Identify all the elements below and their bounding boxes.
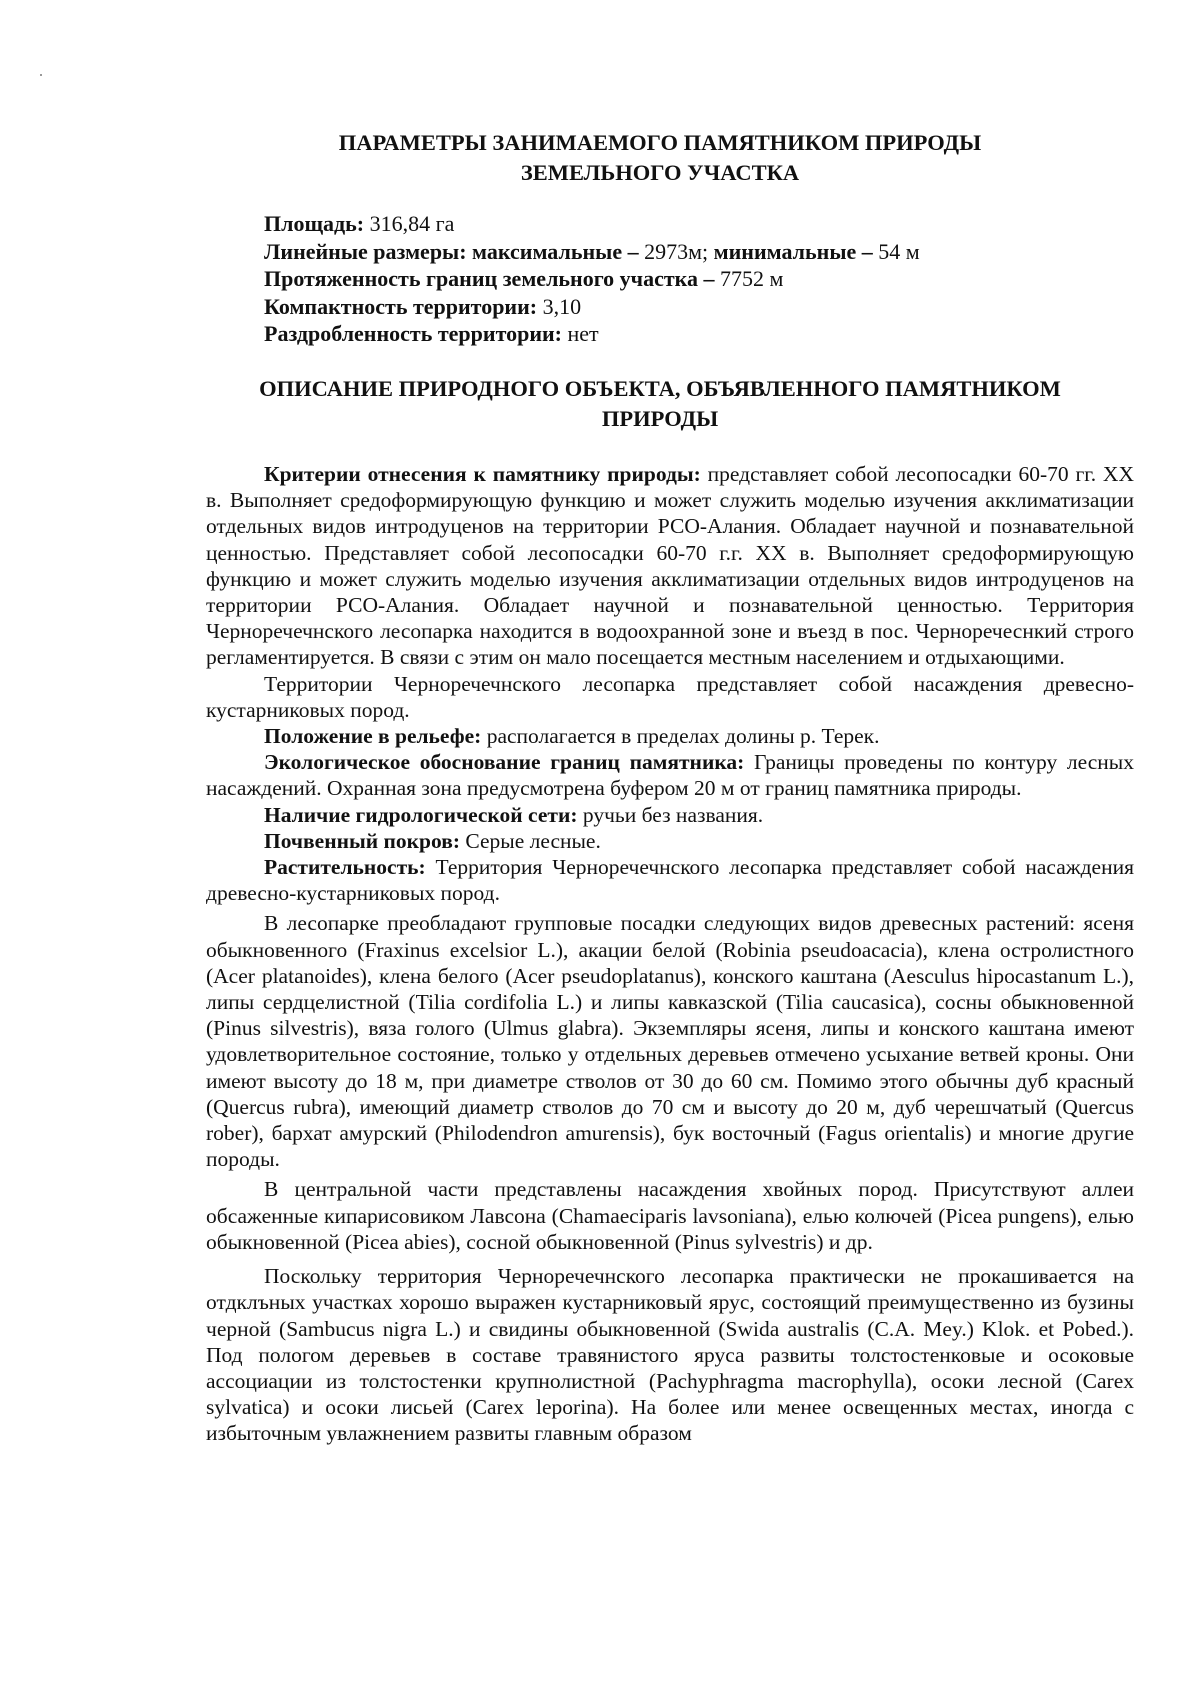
paragraph-label: Критерии отнесения к памятнику природы: (264, 462, 701, 486)
param-label: Компактность территории: (264, 293, 538, 319)
paragraph-label: Экологическое обоснование границ памятника: (264, 750, 745, 775)
paragraph-text: Границы проведены по контуру лесных насаждений. Охранная зона предусмотрена буфером 20 м от границ памятника природы. (206, 750, 1134, 801)
param-boundary (264, 265, 1164, 293)
paragraph-soil (206, 828, 1134, 854)
section-title-line: ПРИРОДЫ (601, 406, 719, 431)
param-fragmentation (264, 320, 1164, 348)
paragraph-label: Наличие гидрологической сети: (264, 802, 578, 827)
param-value: 7752 м (714, 266, 784, 291)
section-title-description (190, 374, 1130, 434)
param-label: Протяженность границ земельного участка – (264, 266, 715, 291)
paragraph-label: Почвенный покров: (264, 828, 460, 853)
param-linear (264, 238, 1164, 266)
paragraph-label: Положение в рельефе: (264, 724, 482, 749)
paragraph-text: представляет собой лесопосадки 60-70 гг. XX в. Выполняет средоформирующую функцию и может служить моделью изучения акклиматизации отдельных видов интродуценов на территории РСО-Алания. Обладает научной и познавательной ценностью. Представляет собой лесопосадки 60-70 г.г. XX в. Выполняет средоформирующую функцию и может служить моделью изучения акклиматизации отдельных видов интродуценов на территории РСО-Алания. Обладает научной и познавательной ценностью. Территория Черноречечнского лесопарка находится в водоохранной зоне и въезд в пос. Черноречеснкий строго регламентируется. В связи с этим он мало посещается местным населением и отдыхающими. (206, 462, 1134, 670)
param-label: Площадь: (264, 211, 365, 236)
paragraph-shrubs: Поскольку территория Черноречечнского лесопарка практически не прокашивается на отдклъных участках хорошо выражен кустарниковый ярус, состоящий преимущественно из бузины черной (Sambucus nigra L.) и свидины обыкновенной (Swida australis (C.A. Mey.) Klok. et Pobed.). Под пологом деревьев в составе травянистого яруса развиты толстостенковые и осоковые ассоциации из толстостенки крупнолистной (Pachyphragma macrophylla), осоки лесной (Carex sylvatica) и осоки лисьей (Carex leporina). На более или менее освещенных местах, иногда с избыточным увлажнением развиты главным образом (206, 1264, 1134, 1446)
paragraph-label: Растительность: (264, 855, 426, 880)
paragraph-relief (206, 723, 1134, 749)
param-value: 316,84 га (364, 211, 455, 236)
paragraph-vegetation (206, 854, 1134, 906)
param-area (264, 210, 1164, 238)
param-value: 2973м; (638, 238, 714, 264)
param-value: 54 м (872, 238, 920, 264)
paragraph-hydrology (206, 802, 1134, 828)
paragraph-text: располагается в пределах долины р. Терек. (481, 724, 880, 749)
paragraph-ecology (206, 749, 1134, 801)
section-title-line: ЗЕМЕЛЬНОГО УЧАСТКА (520, 160, 800, 185)
section-title-line: ОПИСАНИЕ ПРИРОДНОГО ОБЪЕКТА, ОБЪЯВЛЕННОГО ПАМЯТНИКОМ (259, 376, 1061, 401)
paragraph-conifers: В центральной части представлены насаждения хвойных пород. Присутствуют аллеи обсаженные кипарисовиком Лавсона (Chamaeciparis lavsoniana), елью колючей (Picea pungens), елью обыкновенной (Picea abies), сосной обыкновенной (Pinus sylvestris) и др. (206, 1177, 1134, 1254)
param-compactness (264, 293, 1164, 321)
paragraph-forest-species: В лесопарке преобладают групповые посадки следующих видов древесных растений: ясеня обыкновенного (Fraxinus excelsior L.), акации белой (Robinia pseudoacacia), клена остролистного (Acer platanoides), клена белого (Acer pseudoplatanus), конского каштана (Aesculus hipocastanum L.), липы сердцелистной (Tilia cordifolia L.) и липы кавказской (Tilia caucasica), сосны обыкновенной (Pinus silvestris), вяза голого (Ulmus glabra). Экземпляры ясеня, липы и конского каштана имеют удовлетворительное состояние, только у отдельных деревьев отмечено усыхание ветвей кроны. Они имеют высоту до 18 м, при диаметре стволов от 30 до 60 см. Помимо этого обычны дуб красный (Quercus rubra), имеющий диаметр стволов до 70 см и высоту до 20 м, дуб черешчатый (Quercus rober), бархат амурский (Philodendron amurensis), бук восточный (Fagus orientalis) и многие другие породы. (206, 911, 1134, 1172)
param-value: нет (562, 321, 599, 346)
section-title-parameters (190, 128, 1130, 188)
paragraph-text: Территория Черноречечнского лесопарка представляет собой насаждения древесно-кустарниковых пород. (206, 855, 1134, 906)
param-label: Линейные размеры: максимальные – (264, 238, 639, 264)
param-value: 3,10 (537, 293, 582, 319)
paragraph-text: ручьи без названия. (577, 802, 764, 827)
param-label: Раздробленность территории: (264, 321, 563, 346)
section-title-line: ПАРАМЕТРЫ ЗАНИМАЕМОГО ПАМЯТНИКОМ ПРИРОДЫ (338, 130, 982, 155)
paragraph-text: Серые лесные. (460, 828, 601, 853)
parameters-list (264, 210, 1164, 348)
param-label: минимальные – (713, 238, 873, 264)
description-body (206, 461, 1134, 1447)
paragraph-criteria (206, 461, 1134, 671)
scan-speck (40, 74, 42, 76)
paragraph-territory: Территории Черноречечнского лесопарка представляет собой насаждения древесно-кустарниковых пород. (206, 671, 1134, 722)
